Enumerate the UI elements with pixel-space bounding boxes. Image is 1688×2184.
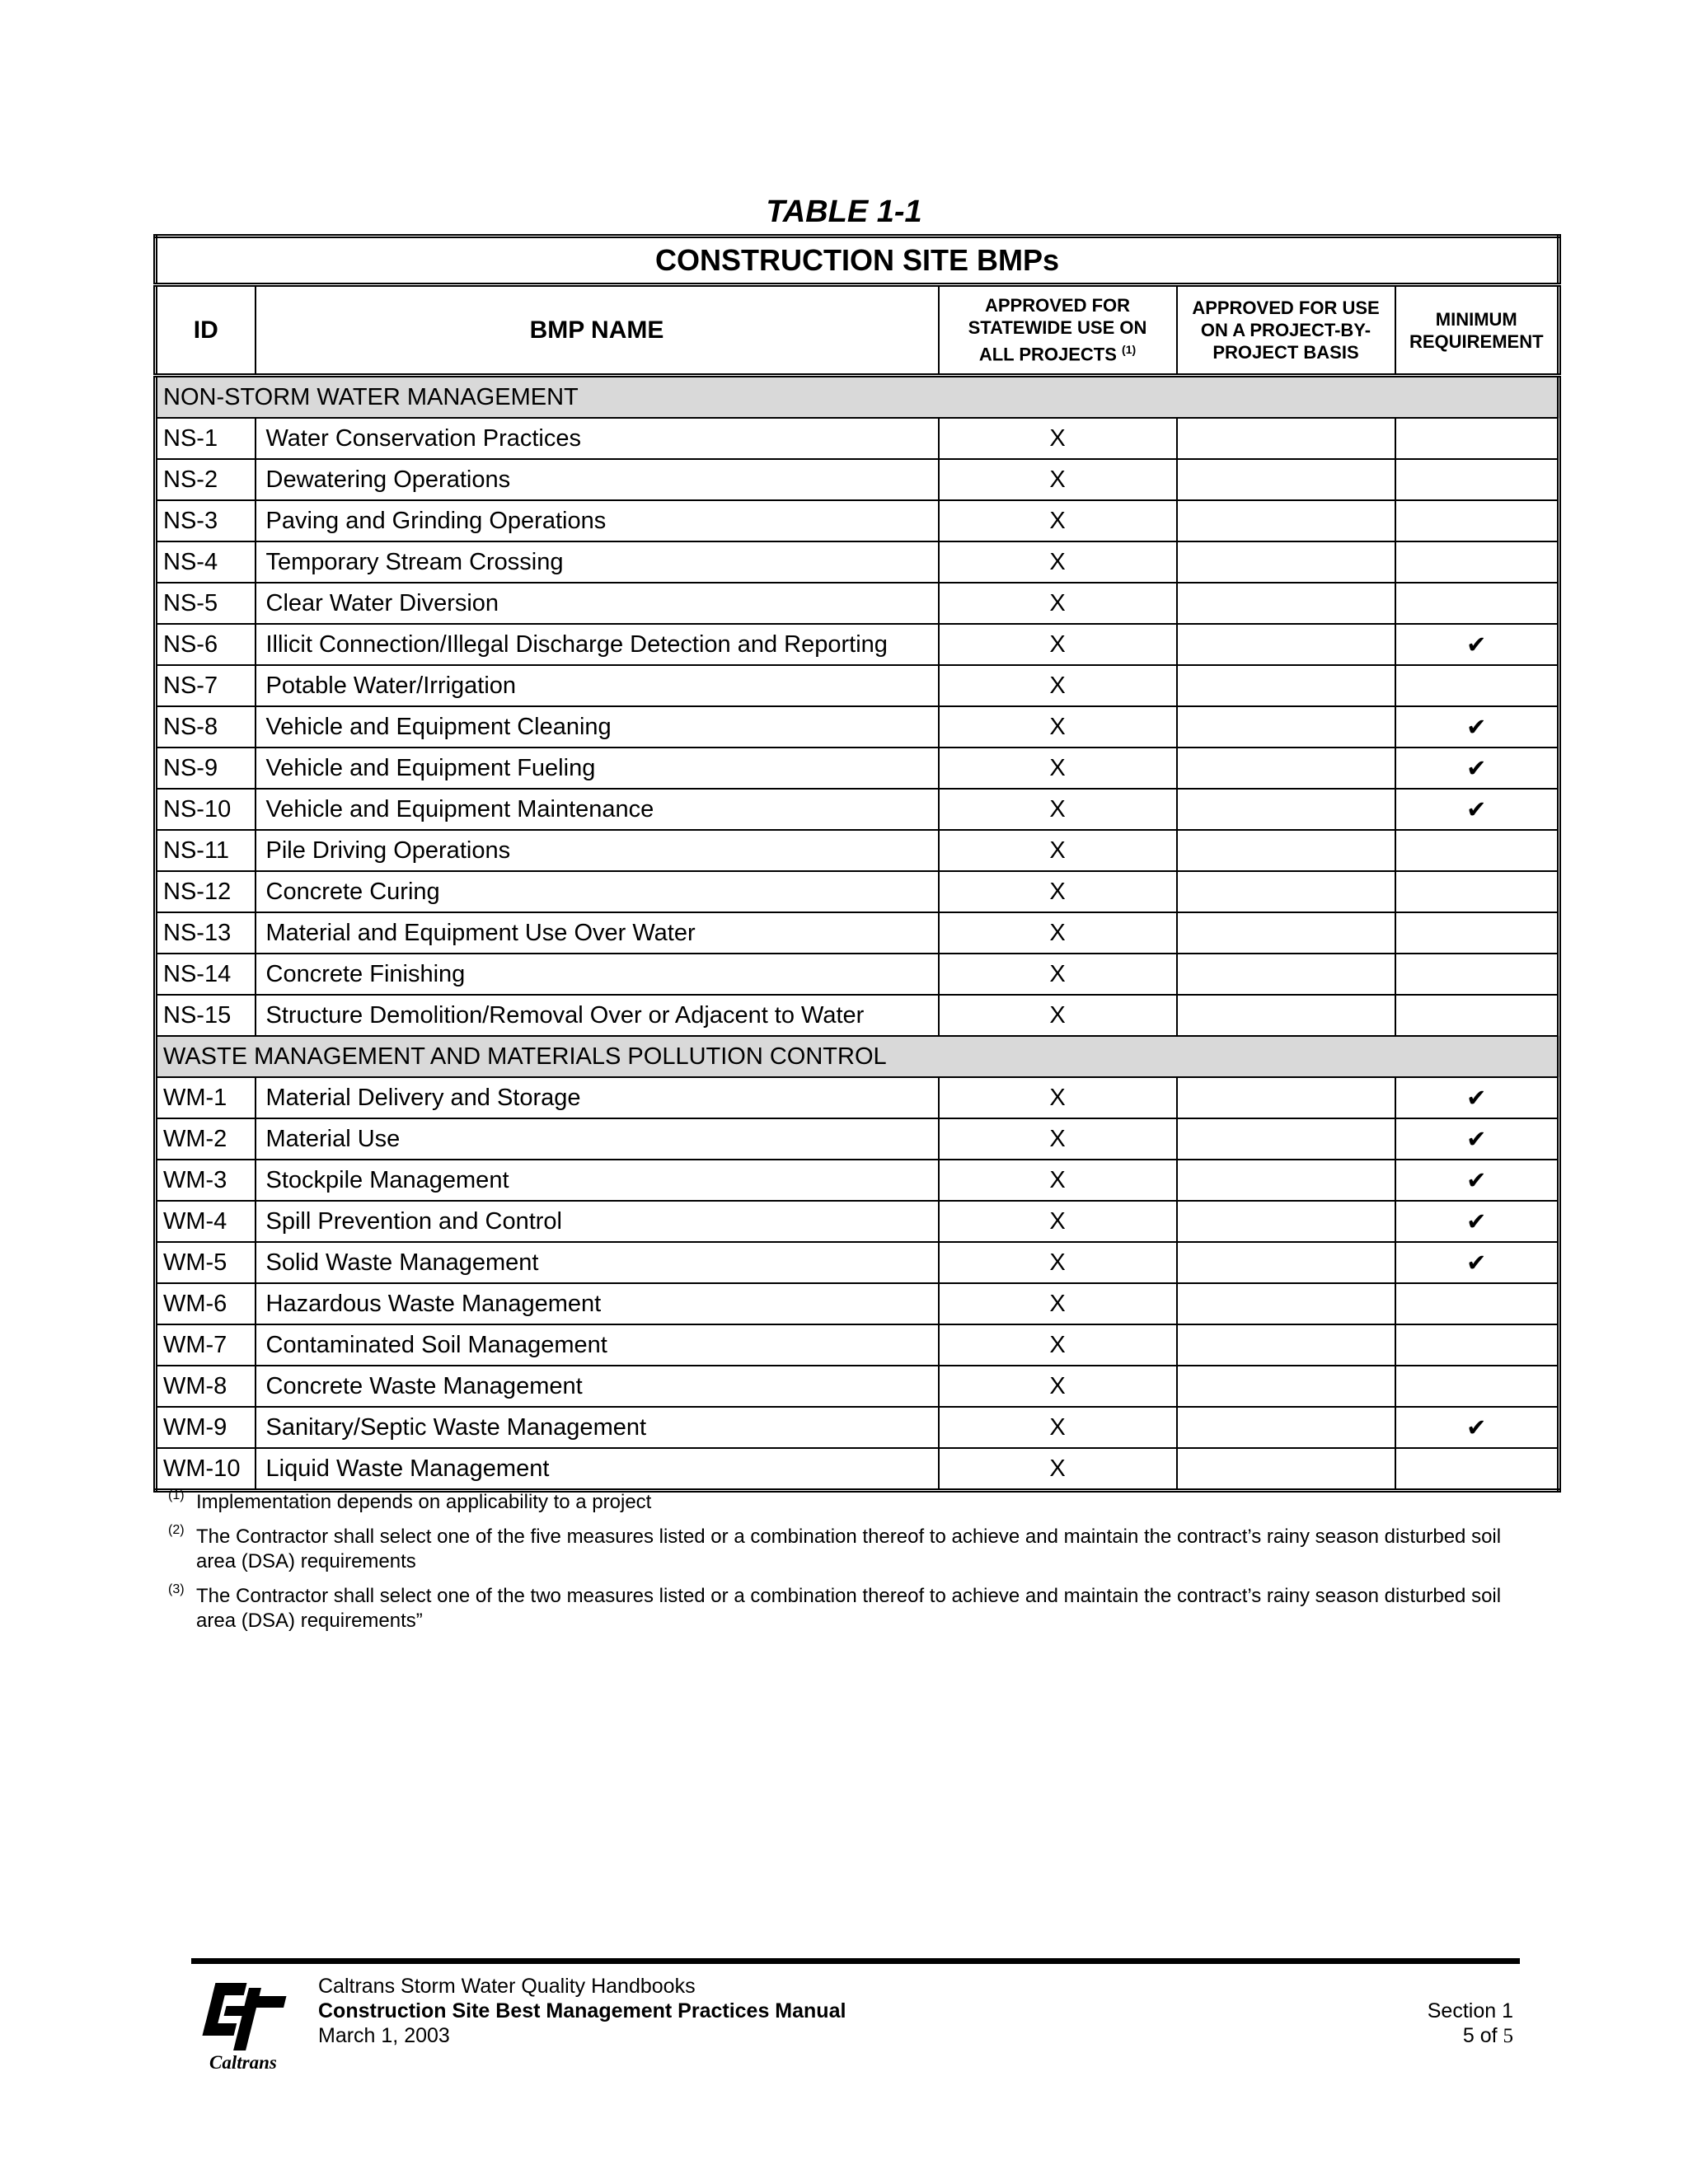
project-basis-mark [1177,954,1395,995]
statewide-mark: X [939,418,1177,459]
footnotes [162,1490,1530,1643]
svg-text:Caltrans: Caltrans [209,2052,277,2073]
bmp-name: Potable Water/Irrigation [256,665,939,706]
table-row [156,1324,1559,1366]
bmp-id: NS-15 [156,995,256,1036]
project-basis-mark [1177,624,1395,665]
project-basis-mark [1177,1118,1395,1160]
bmp-id: NS-5 [156,583,256,624]
bmp-name: Sanitary/Septic Waste Management [256,1407,939,1448]
minimum-requirement-mark: ✔ [1395,1160,1559,1201]
minimum-requirement-mark: ✔ [1395,1407,1559,1448]
footer-date: March 1, 2003 [318,2024,450,2047]
bmp-id: NS-10 [156,789,256,830]
table-row [156,1201,1559,1242]
minimum-requirement-mark [1395,995,1559,1036]
footer-section: Section 1 [1427,1999,1513,2022]
bmp-name: Illicit Connection/Illegal Discharge Detection and Reporting [256,624,939,665]
project-basis-mark [1177,1283,1395,1324]
statewide-mark: X [939,871,1177,912]
minimum-requirement-mark: ✔ [1395,1242,1559,1283]
project-basis-mark [1177,789,1395,830]
table-row [156,500,1559,541]
bmp-name: Material and Equipment Use Over Water [256,912,939,954]
table-row [156,624,1559,665]
minimum-requirement-mark [1395,418,1559,459]
table-row [156,1077,1559,1118]
table-row [156,1366,1559,1407]
footer-handbook: Caltrans Storm Water Quality Handbooks [318,1975,696,1998]
bmp-id: WM-4 [156,1201,256,1242]
statewide-mark: X [939,995,1177,1036]
table-row [156,1448,1559,1491]
table-row [156,418,1559,459]
table-row [156,1118,1559,1160]
minimum-requirement-mark: ✔ [1395,1118,1559,1160]
table-row [156,459,1559,500]
caltrans-logo [198,1981,301,2074]
statewide-mark: X [939,1201,1177,1242]
project-basis-mark [1177,541,1395,583]
statewide-mark: X [939,1160,1177,1201]
statewide-mark: X [939,1283,1177,1324]
footer-rule [191,1958,1520,1964]
bmp-name: Water Conservation Practices [256,418,939,459]
minimum-requirement-mark [1395,830,1559,871]
table-title: CONSTRUCTION SITE BMPs [156,237,1559,285]
bmp-id: NS-6 [156,624,256,665]
minimum-requirement-mark [1395,583,1559,624]
footer-left [318,1974,846,2048]
bmp-name: Liquid Waste Management [256,1448,939,1491]
project-basis-mark [1177,1077,1395,1118]
statewide-mark: X [939,706,1177,748]
header-project-basis: APPROVED FOR USE ON A PROJECT-BY- PROJECT BASIS [1177,285,1395,376]
project-basis-mark [1177,500,1395,541]
table-row [156,748,1559,789]
bmp-id: NS-14 [156,954,256,995]
project-basis-mark [1177,912,1395,954]
footnote [162,1584,1530,1633]
bmp-name: Pile Driving Operations [256,830,939,871]
bmp-id: WM-7 [156,1324,256,1366]
project-basis-mark [1177,1160,1395,1201]
statewide-mark: X [939,912,1177,954]
bmp-name: Vehicle and Equipment Fueling [256,748,939,789]
minimum-requirement-mark [1395,500,1559,541]
bmp-name: Clear Water Diversion [256,583,939,624]
bmp-id: NS-12 [156,871,256,912]
statewide-mark: X [939,830,1177,871]
project-basis-mark [1177,583,1395,624]
statewide-mark: X [939,789,1177,830]
bmp-table [153,234,1561,1493]
table-row [156,1283,1559,1324]
bmp-name: Concrete Finishing [256,954,939,995]
section-title: WASTE MANAGEMENT AND MATERIALS POLLUTION CONTROL [156,1036,1559,1077]
statewide-mark: X [939,1242,1177,1283]
bmp-name: Stockpile Management [256,1160,939,1201]
bmp-name: Solid Waste Management [256,1242,939,1283]
minimum-requirement-mark: ✔ [1395,1201,1559,1242]
statewide-mark: X [939,1324,1177,1366]
footnote-text: The Contractor shall select one of the two measures listed or a combination thereof to achieve and maintain the contract’s rainy season disturbed soil area (DSA) requirements” [196,1585,1502,1632]
bmp-id: NS-8 [156,706,256,748]
minimum-requirement-mark [1395,871,1559,912]
header-id: ID [156,285,256,376]
minimum-requirement-mark: ✔ [1395,789,1559,830]
bmp-name: Temporary Stream Crossing [256,541,939,583]
table-row [156,789,1559,830]
minimum-requirement-mark: ✔ [1395,624,1559,665]
bmp-id: WM-1 [156,1077,256,1118]
table-row [156,995,1559,1036]
project-basis-mark [1177,418,1395,459]
table-row [156,954,1559,995]
table-row [156,830,1559,871]
caltrans-logo-icon [198,1981,301,2074]
table-row [156,1160,1559,1201]
table-row [156,665,1559,706]
minimum-requirement-mark [1395,954,1559,995]
minimum-requirement-mark [1395,1324,1559,1366]
table-row [156,1242,1559,1283]
footnote [162,1490,1530,1515]
project-basis-mark [1177,1407,1395,1448]
statewide-mark: X [939,500,1177,541]
project-basis-mark [1177,995,1395,1036]
bmp-name: Material Delivery and Storage [256,1077,939,1118]
bmp-id: NS-11 [156,830,256,871]
statewide-mark: X [939,748,1177,789]
statewide-mark: X [939,1366,1177,1407]
footnote [162,1525,1530,1574]
bmp-name: Vehicle and Equipment Maintenance [256,789,939,830]
bmp-id: NS-2 [156,459,256,500]
minimum-requirement-mark [1395,1366,1559,1407]
header-statewide: APPROVED FOR STATEWIDE USE ON ALL PROJECTS $^{(1)}$ [939,285,1177,376]
minimum-requirement-mark [1395,912,1559,954]
bmp-id: NS-1 [156,418,256,459]
project-basis-mark [1177,830,1395,871]
footnote-text: Implementation depends on applicability to a project [196,1491,652,1513]
bmp-id: WM-2 [156,1118,256,1160]
footnote-mark: (2) [168,1523,185,1537]
statewide-mark: X [939,1407,1177,1448]
footnote-ref: (1) [1122,343,1137,357]
minimum-requirement-mark [1395,459,1559,500]
section-row [156,376,1559,419]
project-basis-mark [1177,1201,1395,1242]
bmp-name: Hazardous Waste Management [256,1283,939,1324]
minimum-requirement-mark [1395,1448,1559,1491]
footnote-mark: (1) [168,1488,185,1502]
project-basis-mark [1177,665,1395,706]
table-row [156,706,1559,748]
statewide-mark: X [939,954,1177,995]
footer-manual-title: Construction Site Best Management Practices Manual [318,1999,846,2022]
table-body [156,376,1559,1491]
bmp-name: Dewatering Operations [256,459,939,500]
bmp-id: WM-3 [156,1160,256,1201]
statewide-mark: X [939,541,1177,583]
project-basis-mark [1177,871,1395,912]
minimum-requirement-mark: ✔ [1395,748,1559,789]
project-basis-mark [1177,706,1395,748]
bmp-id: WM-5 [156,1242,256,1283]
bmp-name: Spill Prevention and Control [256,1201,939,1242]
table-row [156,871,1559,912]
statewide-mark: X [939,1118,1177,1160]
header-minimum-requirement: MINIMUM REQUIREMENT [1395,285,1559,376]
section-row [156,1036,1559,1077]
footer-right [1428,1999,1513,2049]
project-basis-mark [1177,1366,1395,1407]
bmp-id: NS-13 [156,912,256,954]
bmp-id: NS-9 [156,748,256,789]
project-basis-mark [1177,1448,1395,1491]
bmp-name: Structure Demolition/Removal Over or Adjacent to Water [256,995,939,1036]
bmp-id: WM-9 [156,1407,256,1448]
statewide-mark: X [939,1077,1177,1118]
minimum-requirement-mark: ✔ [1395,1077,1559,1118]
minimum-requirement-mark: ✔ [1395,706,1559,748]
statewide-mark: X [939,624,1177,665]
bmp-id: WM-8 [156,1366,256,1407]
bmp-name: Contaminated Soil Management [256,1324,939,1366]
statewide-mark: X [939,665,1177,706]
minimum-requirement-mark [1395,541,1559,583]
project-basis-mark [1177,748,1395,789]
bmp-id: WM-10 [156,1448,256,1491]
table-row [156,583,1559,624]
footnote-text: The Contractor shall select one of the five measures listed or a combination thereof to achieve and maintain the contract’s rainy season disturbed soil area (DSA) requirements [196,1526,1502,1572]
project-basis-mark [1177,1324,1395,1366]
statewide-mark: X [939,1448,1177,1491]
table-row [156,1407,1559,1448]
table-caption: TABLE 1-1 [766,194,922,229]
minimum-requirement-mark [1395,1283,1559,1324]
bmp-id: NS-4 [156,541,256,583]
bmp-name: Paving and Grinding Operations [256,500,939,541]
footnote-mark: (3) [168,1582,185,1596]
bmp-name: Vehicle and Equipment Cleaning [256,706,939,748]
footer-page: 5 of 5 [1462,2024,1513,2047]
statewide-mark: X [939,583,1177,624]
bmp-id: NS-7 [156,665,256,706]
minimum-requirement-mark [1395,665,1559,706]
project-basis-mark [1177,1242,1395,1283]
bmp-id: NS-3 [156,500,256,541]
statewide-mark: X [939,459,1177,500]
table-row [156,912,1559,954]
bmp-name: Material Use [256,1118,939,1160]
table-row [156,541,1559,583]
section-title: NON-STORM WATER MANAGEMENT [156,376,1559,419]
header-bmp-name: BMP NAME [256,285,939,376]
bmp-id: WM-6 [156,1283,256,1324]
bmp-name: Concrete Waste Management [256,1366,939,1407]
bmp-name: Concrete Curing [256,871,939,912]
project-basis-mark [1177,459,1395,500]
